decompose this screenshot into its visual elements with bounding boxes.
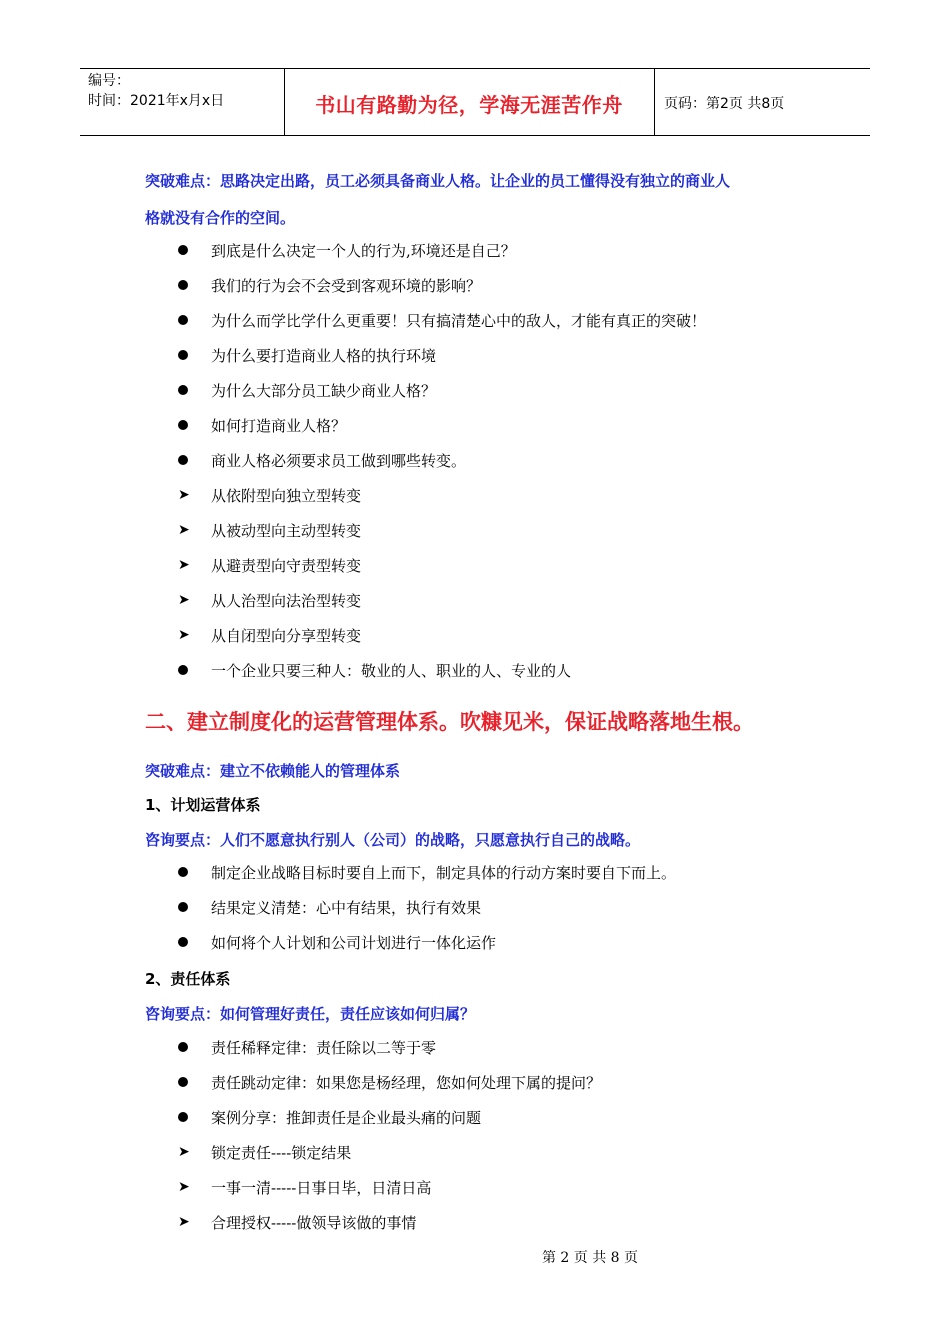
section2-heading: 二、建立制度化的运营管理体系。吹糠见米，保证战略落地生根。 <box>145 710 754 734</box>
sub1-title: 1、计划运营体系 <box>145 796 261 814</box>
list-item-text: 锁定责任----锁定结果 <box>211 1144 352 1162</box>
arrow-bullet-icon: ➤ <box>178 592 190 608</box>
header-divider <box>654 69 655 135</box>
bullet-dot-icon <box>178 345 198 364</box>
list-item-text: 从被动型向主动型转变 <box>211 522 362 540</box>
sub2-point: 咨询要点：如何管理好责任，责任应该如何归属？ <box>145 1005 476 1023</box>
arrow-bullet-icon: ➤ <box>178 1144 190 1160</box>
list-item-text: 为什么而学比学什么更重要！只有搞清楚心中的敌人，才能有真正的突破！ <box>211 312 707 330</box>
list-item-text: 一个企业只要三种人：敬业的人、职业的人、专业的人 <box>211 662 572 680</box>
list-item-text: 我们的行为会不会受到客观环境的影响？ <box>211 277 482 295</box>
list-item-text: 从依附型向独立型转变 <box>211 487 362 505</box>
list-item-text: 为什么大部分员工缺少商业人格？ <box>211 382 437 400</box>
bullet-dot-icon <box>178 450 198 469</box>
arrow-bullet-icon: ➤ <box>178 627 190 643</box>
list-item-text: 到底是什么决定一个人的行为,环境还是自己？ <box>211 242 516 260</box>
bullet-dot-icon <box>178 415 198 434</box>
difficulty-line-2: 格就没有合作的空间。 <box>145 209 296 227</box>
list-item-text: 如何打造商业人格？ <box>211 417 347 435</box>
bullet-dot-icon <box>178 932 198 951</box>
arrow-bullet-icon: ➤ <box>178 557 190 573</box>
bullet-dot-icon <box>178 240 198 259</box>
list-item-text: 从避责型向守责型转变 <box>211 557 362 575</box>
bullet-dot-icon <box>178 1107 198 1126</box>
header-motto: 书山有路勤为径，学海无涯苦作舟 <box>315 93 623 117</box>
list-item-text: 一事一清-----日事日毕，日清日高 <box>211 1179 432 1197</box>
time-label: 时间：2021年x月x日 <box>88 93 225 109</box>
list-item-text: 结果定义清楚：心中有结果，执行有效果 <box>211 899 482 917</box>
bullet-dot-icon <box>178 380 198 399</box>
page-header <box>80 68 870 136</box>
bullet-dot-icon <box>178 862 198 881</box>
header-page-info: 页码：第2页 共8页 <box>664 96 785 112</box>
page-footer <box>0 1247 950 1267</box>
list-item-text: 从自闭型向分享型转变 <box>211 627 362 645</box>
arrow-bullet-icon: ➤ <box>178 487 190 503</box>
bullet-dot-icon <box>178 660 198 679</box>
list-item-text: 合理授权-----做领导该做的事情 <box>211 1214 417 1232</box>
arrow-bullet-icon: ➤ <box>178 522 190 538</box>
list-item-text: 为什么要打造商业人格的执行环境 <box>211 347 437 365</box>
footer-page-number: 第 2 页 共 8 页 <box>541 1250 639 1266</box>
section2-difficulty: 突破难点：建立不依赖能人的管理体系 <box>145 762 401 780</box>
difficulty-line-1: 突破难点：思路决定出路，员工必须具备商业人格。让企业的员工懂得没有独立的商业人 <box>145 172 731 190</box>
bullet-dot-icon <box>178 1037 198 1056</box>
header-meta <box>88 71 224 111</box>
sub2-title: 2、责任体系 <box>145 970 231 988</box>
list-item-text: 从人治型向法治型转变 <box>211 592 362 610</box>
bullet-dot-icon <box>178 275 198 294</box>
bullet-dot-icon <box>178 1072 198 1091</box>
arrow-bullet-icon: ➤ <box>178 1179 190 1195</box>
list-item-text: 制定企业战略目标时要自上而下，制定具体的行动方案时要自下而上。 <box>211 864 677 882</box>
list-item-text: 案例分享：推卸责任是企业最头痛的问题 <box>211 1109 482 1127</box>
bullet-dot-icon <box>178 897 198 916</box>
list-item-text: 商业人格必须要求员工做到哪些转变。 <box>211 452 467 470</box>
list-item-text: 责任稀释定律：责任除以二等于零 <box>211 1039 437 1057</box>
sub1-point: 咨询要点：人们不愿意执行别人（公司）的战略，只愿意执行自己的战略。 <box>145 831 641 849</box>
list-item-text: 责任跳动定律：如果您是杨经理，您如何处理下属的提问？ <box>211 1074 602 1092</box>
number-label: 编号： <box>88 73 130 89</box>
bullet-dot-icon <box>178 310 198 329</box>
arrow-bullet-icon: ➤ <box>178 1214 190 1230</box>
list-item-text: 如何将个人计划和公司计划进行一体化运作 <box>211 934 497 952</box>
